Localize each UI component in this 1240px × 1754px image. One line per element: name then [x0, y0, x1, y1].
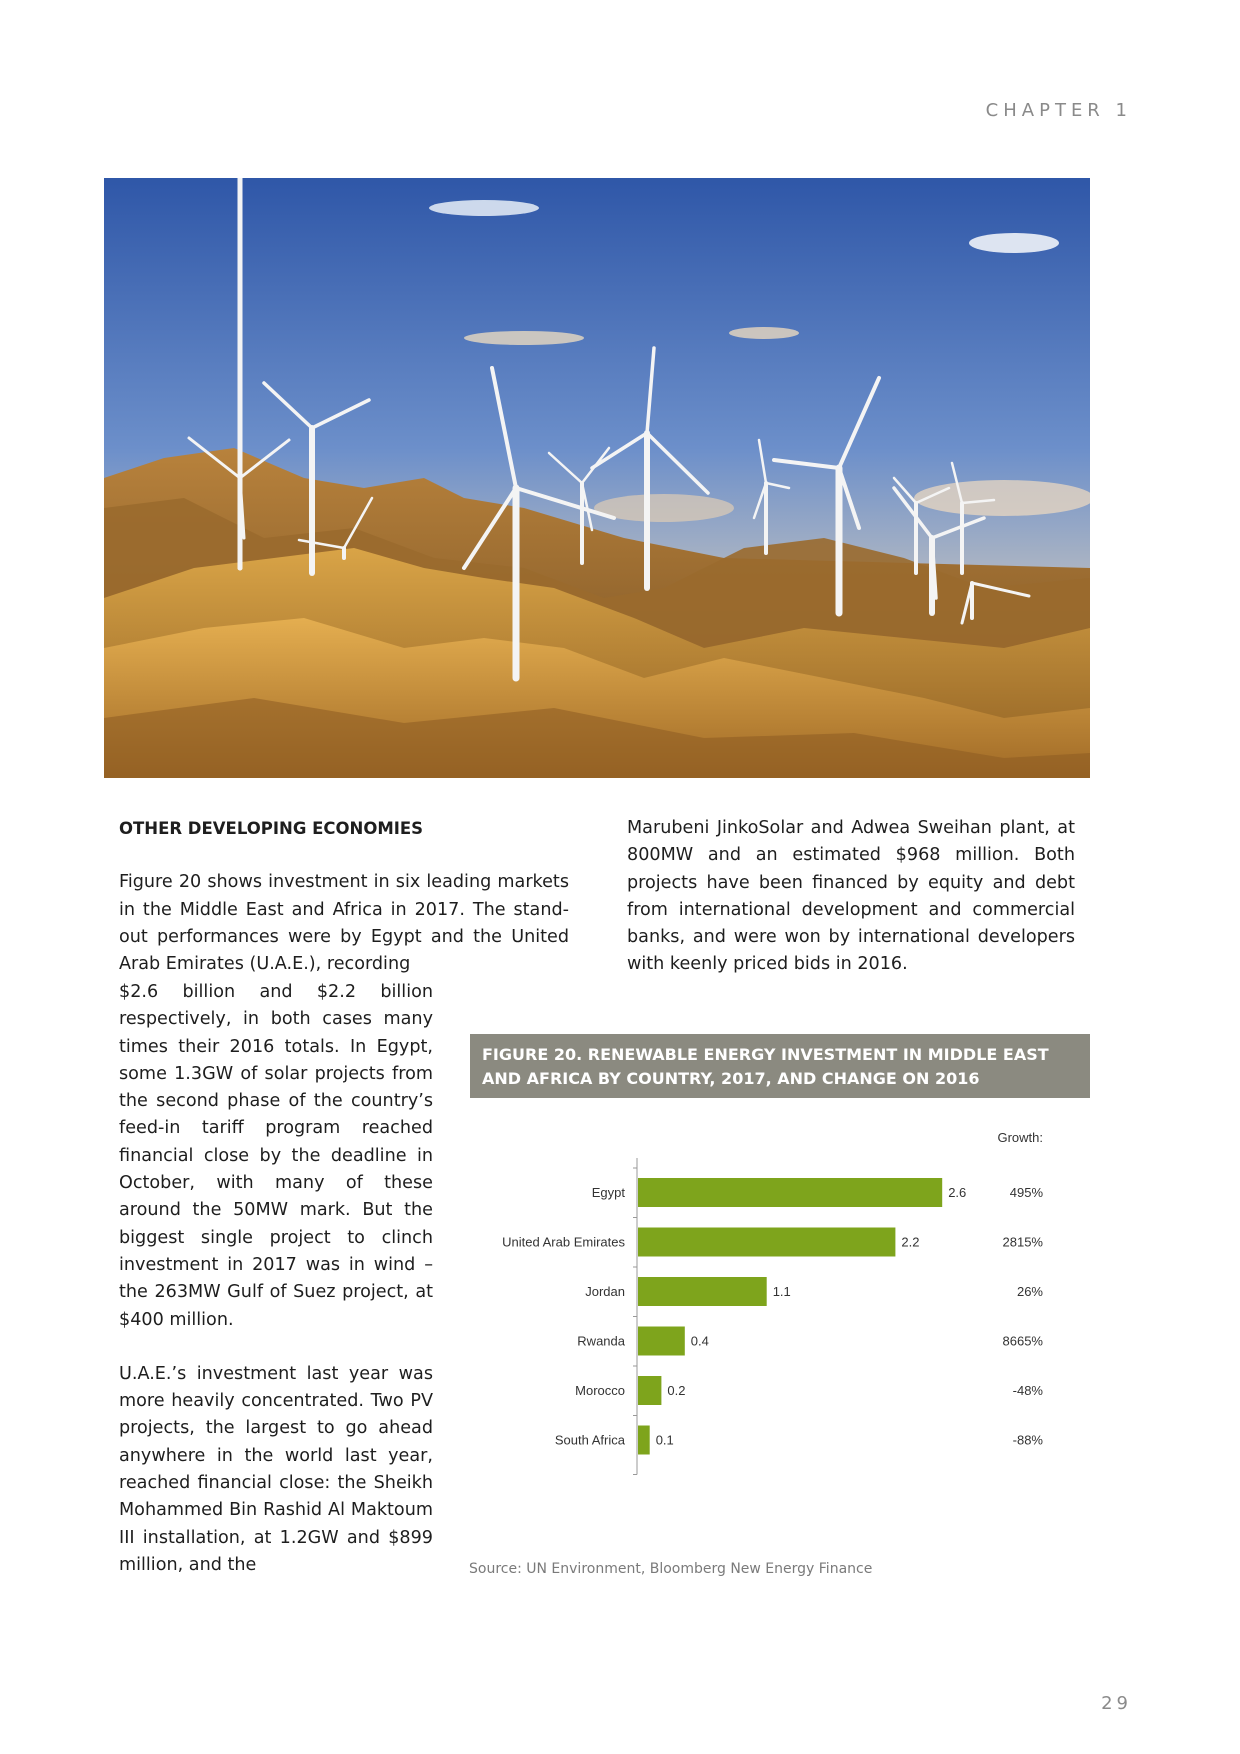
bar-egypt	[638, 1178, 942, 1207]
left-column-narrow	[119, 979, 433, 1579]
bar-south-africa	[638, 1426, 650, 1455]
figure-source: Source: UN Environment, Bloomberg New Energy Finance	[469, 1561, 873, 1577]
bar-jordan	[638, 1277, 767, 1306]
growth-label: 8665%	[1002, 1333, 1043, 1349]
value-label: 0.2	[667, 1383, 686, 1398]
right-column	[627, 815, 1075, 979]
bar-chart	[470, 1120, 1090, 1500]
category-label: Morocco	[575, 1383, 625, 1398]
paragraph-3: Marubeni JinkoSolar and Adwea Sweihan plant, at 800MW and an estimated $968 million. Both projects have been financed by equity and debt from international development and commercial banks, and were won by international developers with keenly priced bids in 2016.	[627, 818, 1075, 975]
page-number: 29	[1101, 1693, 1132, 1714]
growth-label: 495%	[1009, 1185, 1043, 1200]
category-label: Rwanda	[577, 1333, 625, 1349]
bar-rwanda	[638, 1327, 685, 1356]
figure-title: FIGURE 20. RENEWABLE ENERGY INVESTMENT IN MIDDLE EAST AND AFRICA BY COUNTRY, 2017, AND CHANGE ON 2016	[470, 1034, 1090, 1098]
chapter-label: CHAPTER 1	[985, 100, 1132, 121]
left-column-wide	[119, 815, 569, 978]
category-label: United Arab Emirates	[502, 1234, 625, 1250]
section-heading: OTHER DEVELOPING ECONOMIES	[119, 819, 424, 838]
bar-morocco	[638, 1376, 661, 1405]
growth-label: -48%	[1012, 1383, 1043, 1398]
bar-united-arab-emirates	[638, 1228, 895, 1257]
category-label: Jordan	[585, 1284, 625, 1299]
growth-label: 26%	[1016, 1284, 1043, 1299]
paragraph-1-wide: Figure 20 shows investment in six leading markets in the Middle East and Africa in 2017. The stand-out performances were by Egypt and the United Arab Emirates (U.A.E.), recording	[119, 872, 569, 975]
bar-chart-svg	[470, 1120, 1090, 1500]
paragraph-2: U.A.E.’s investment last year was more heavily concentrated. Two PV projects, the largest to go ahead anywhere in the world last year, reached financial close: the Sheikh Mohammed Bin Rashid Al Maktoum III installation, at 1.2GW and $899 million, and the	[119, 1363, 433, 1575]
value-label: 2.2	[901, 1234, 920, 1250]
wind-turbine-photo	[104, 178, 1090, 778]
value-label: 0.4	[690, 1333, 709, 1349]
category-label: South Africa	[554, 1432, 625, 1448]
wind-turbine-illustration	[104, 178, 1090, 778]
paragraph-1-continued: $2.6 billion and $2.2 billion respectively, in both cases many times their 2016 totals. In Egypt, some 1.3GW of solar projects from the second phase of the country’s feed-in tariff program reached financial close by the deadline in October, with many of these around the 50MW mark. But the biggest single project to clinch investment in 2017 was in wind – the 263MW Gulf of Suez project, at $400 million.	[119, 982, 433, 1330]
value-label: 1.1	[772, 1284, 791, 1299]
growth-header: Growth:	[997, 1130, 1043, 1145]
value-label: 2.6	[948, 1185, 967, 1200]
growth-label: -88%	[1012, 1432, 1043, 1448]
value-label: 0.1	[655, 1432, 674, 1448]
growth-label: 2815%	[1002, 1234, 1043, 1250]
category-label: Egypt	[591, 1185, 625, 1200]
